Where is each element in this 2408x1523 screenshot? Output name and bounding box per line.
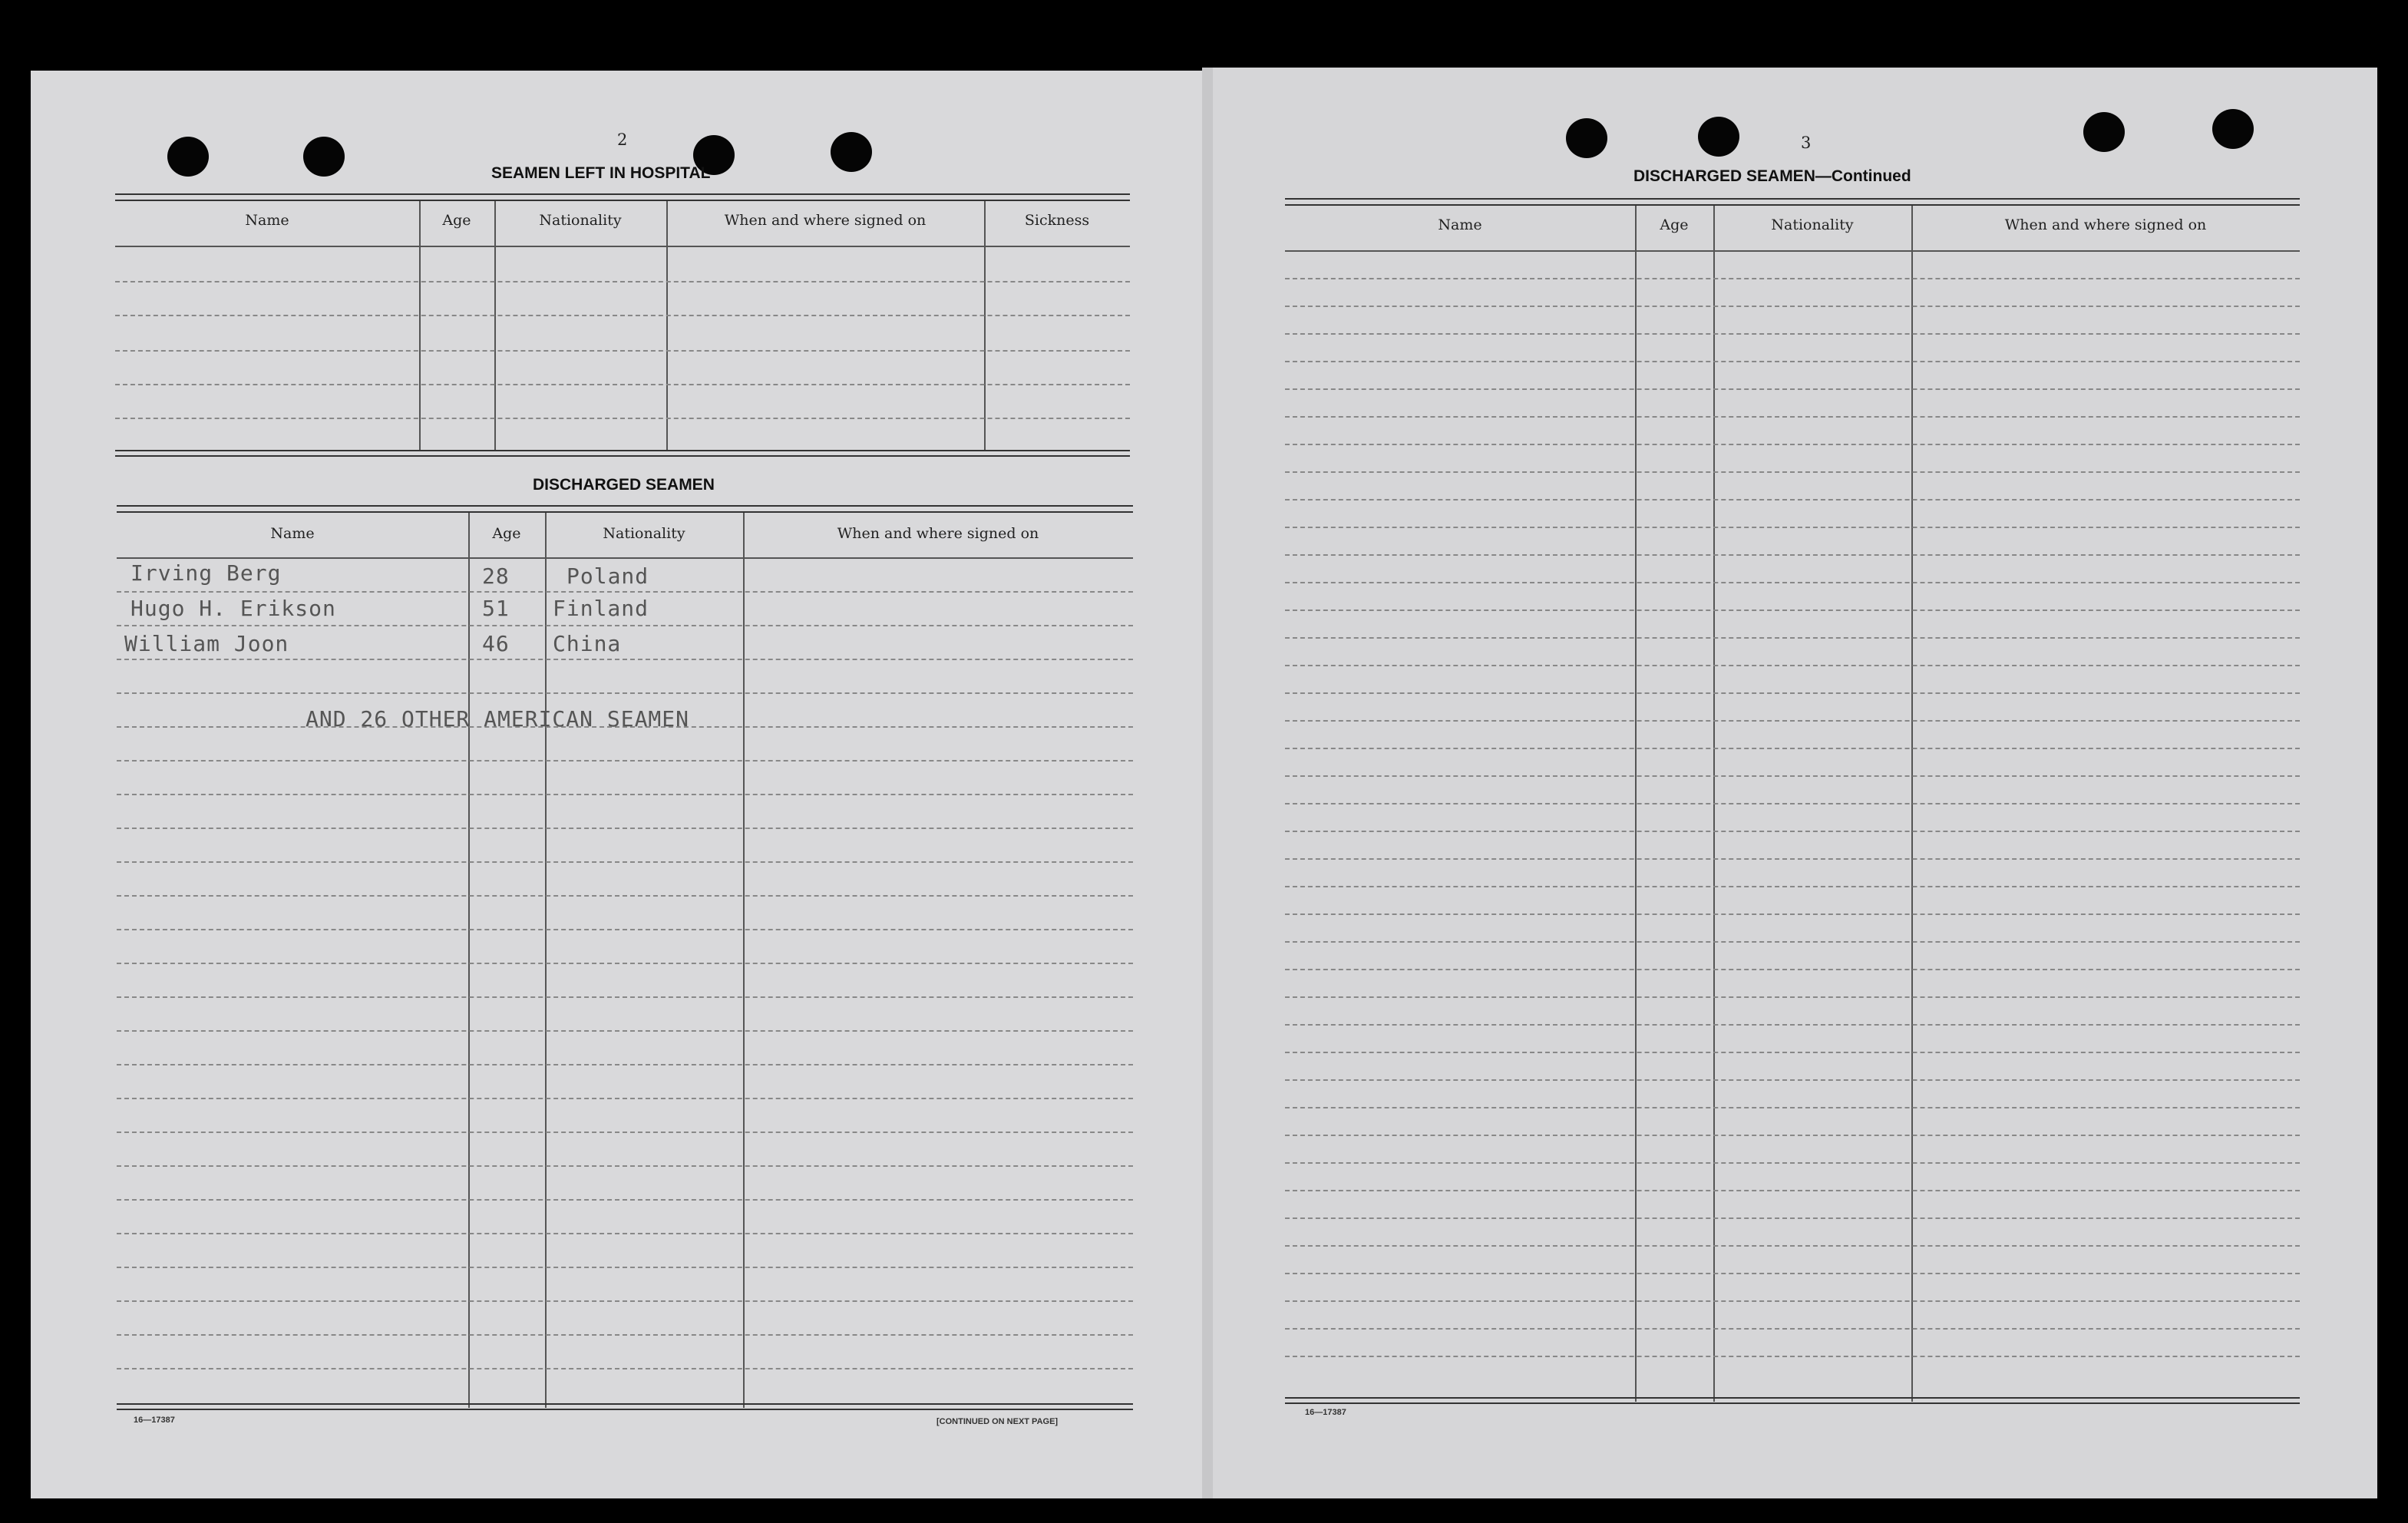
page-number: 3	[1801, 134, 1812, 152]
column-header-nationality: Nationality	[539, 212, 622, 229]
column-header-name: Name	[1438, 216, 1482, 233]
column-header-when-where: When and where signed on	[837, 525, 1039, 542]
column-header-sickness: Sickness	[1024, 212, 1090, 229]
discharged-title: DISCHARGED SEAMEN	[533, 476, 715, 494]
seaman-name: Irving Berg	[130, 560, 282, 586]
column-header-when-where: When and where signed on	[2004, 216, 2207, 233]
punch-hole	[2212, 109, 2254, 149]
page-number: 2	[617, 130, 628, 149]
seaman-nationality: Poland	[566, 563, 649, 589]
seaman-name: Hugo H. Erikson	[130, 596, 336, 621]
column-header-age: Age	[1660, 216, 1689, 233]
column-header-name: Name	[270, 525, 315, 542]
column-header-nationality: Nationality	[1771, 216, 1854, 233]
discharged-table	[117, 505, 1133, 1408]
continued-note: [CONTINUED ON NEXT PAGE]	[936, 1417, 1059, 1426]
form-number: 16—17387	[1305, 1408, 1346, 1417]
punch-hole	[831, 132, 872, 172]
column-header-when-where: When and where signed on	[724, 212, 927, 229]
other-seamen-note: AND 26 OTHER AMERICAN SEAMEN	[306, 706, 690, 732]
punch-hole	[167, 137, 209, 177]
hospital-title: SEAMEN LEFT IN HOSPITAL	[491, 164, 711, 182]
discharged-continued-table	[1285, 198, 2300, 1402]
seaman-name: William Joon	[124, 631, 289, 656]
punch-hole	[2083, 112, 2125, 152]
seaman-nationality: China	[553, 631, 622, 656]
hospital-table	[115, 193, 1130, 454]
punch-hole	[1566, 118, 1607, 158]
discharged-continued-title: DISCHARGED SEAMEN—Continued	[1633, 167, 1911, 185]
column-header-name: Name	[245, 212, 289, 229]
form-number: 16—17387	[134, 1416, 175, 1425]
punch-hole	[303, 137, 345, 177]
page-fold	[1202, 68, 1213, 1498]
seaman-age: 51	[482, 596, 510, 621]
column-header-nationality: Nationality	[603, 525, 685, 542]
punch-hole	[1698, 117, 1739, 157]
seaman-age: 46	[482, 631, 510, 656]
column-header-age: Age	[442, 212, 471, 229]
column-header-age: Age	[492, 525, 521, 542]
seaman-nationality: Finland	[553, 596, 649, 621]
seaman-age: 28	[482, 563, 510, 589]
